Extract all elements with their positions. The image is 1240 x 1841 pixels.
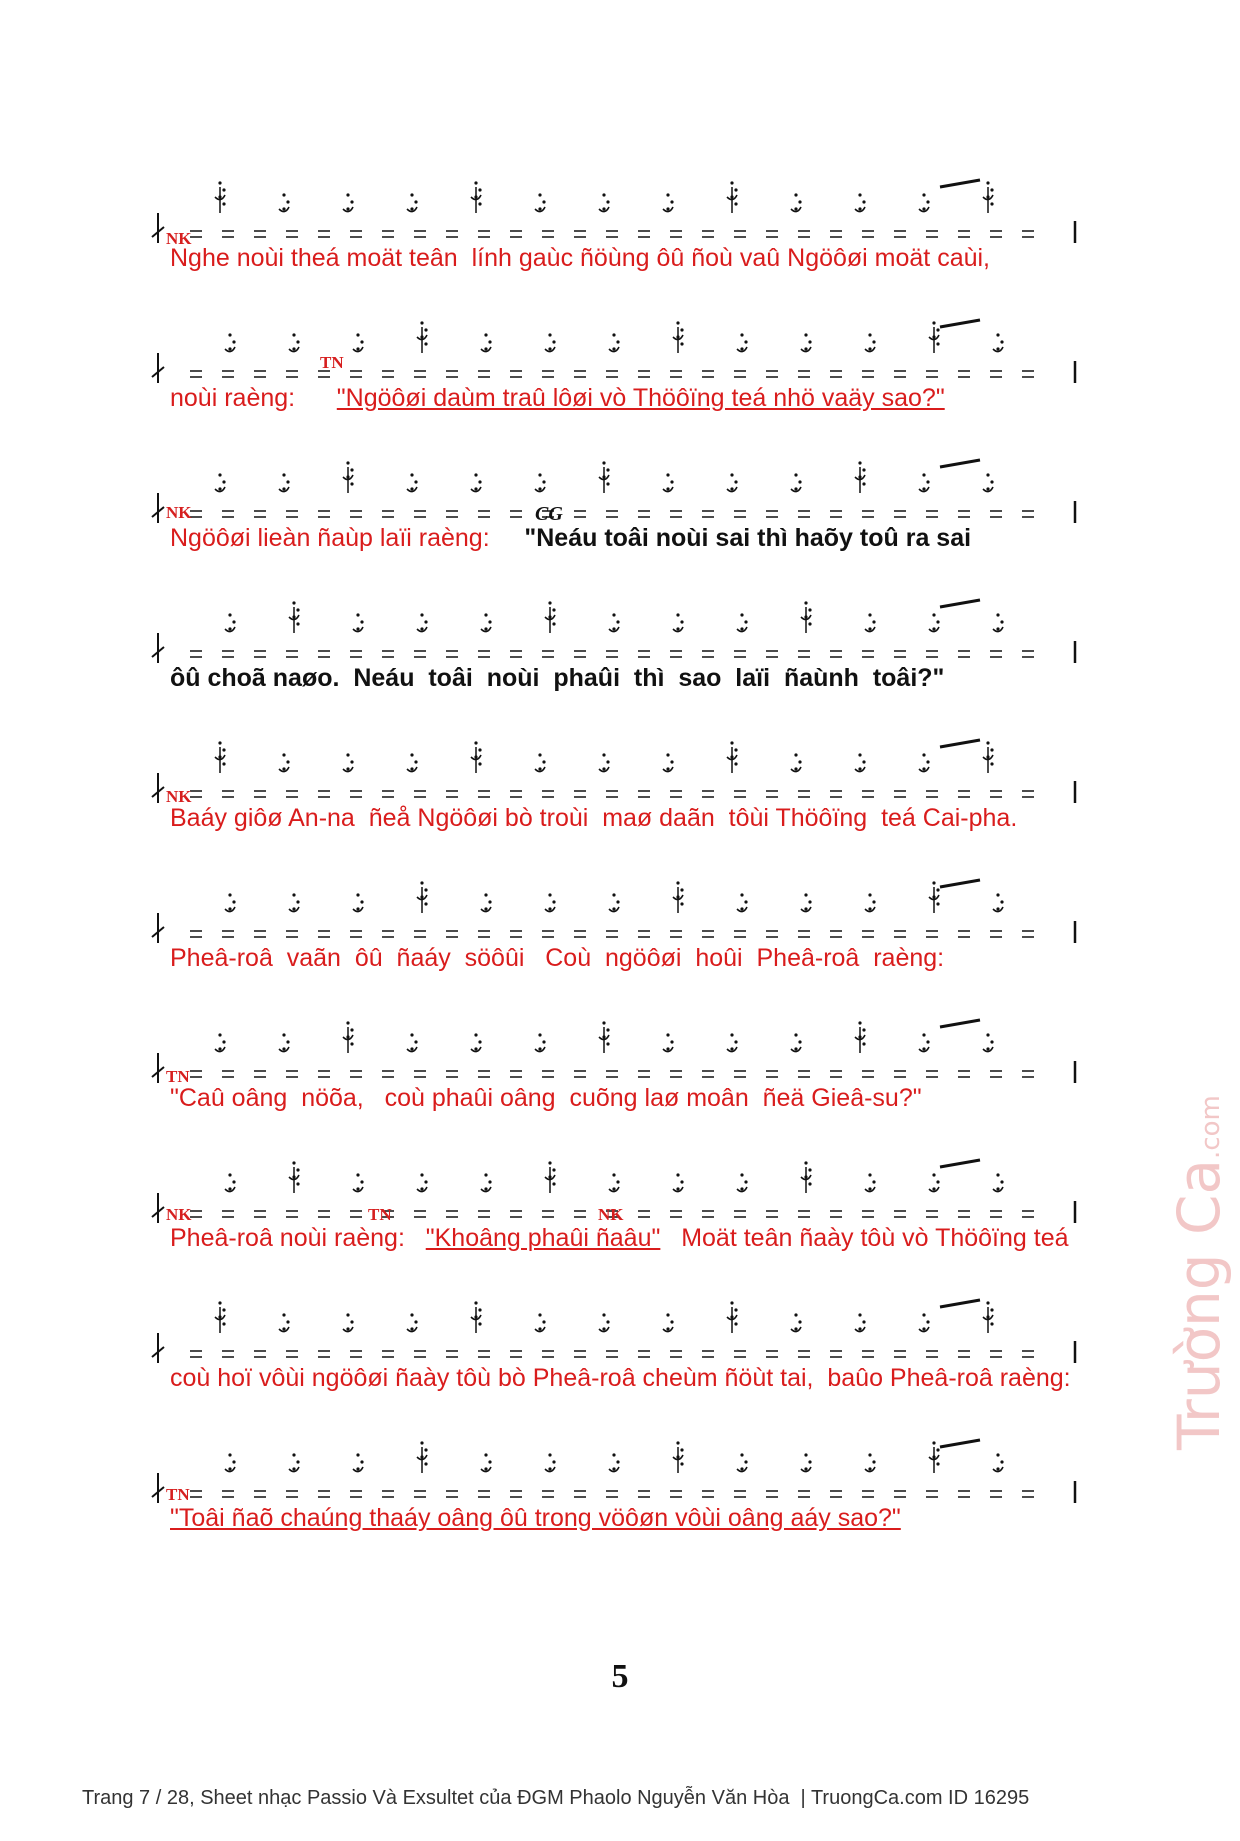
- lyric-line: [170, 524, 971, 553]
- note-mark: [801, 333, 812, 351]
- note-mark: [737, 1173, 748, 1191]
- note-mark: [801, 1453, 812, 1471]
- lyric-line: [170, 944, 944, 973]
- note-mark: [545, 893, 556, 911]
- note-mark: [407, 473, 418, 491]
- lyric-segment: "Khoâng phaûi ñaâu": [425, 1224, 661, 1252]
- note-mark: [801, 893, 812, 911]
- note-mark: [855, 1021, 866, 1053]
- lyric-segment: noùi raèng:: [170, 384, 337, 412]
- note-mark: [737, 613, 748, 631]
- note-mark: [609, 1453, 620, 1471]
- note-mark: [279, 753, 290, 771]
- note-mark: [993, 333, 1004, 351]
- note-mark: [535, 1033, 546, 1051]
- note-mark: [215, 741, 226, 773]
- note-mark: [791, 473, 802, 491]
- note-mark: [727, 1301, 738, 1333]
- staff-notation: [150, 445, 1100, 535]
- note-mark: [225, 333, 236, 351]
- staff-notation: [150, 165, 1100, 255]
- note-mark: [737, 893, 748, 911]
- note-mark: [855, 753, 866, 771]
- note-mark: [791, 193, 802, 211]
- clef-mark: [152, 913, 164, 943]
- role-label: NK: [166, 1205, 192, 1224]
- note-mark: [471, 181, 482, 213]
- note-mark: [929, 1441, 940, 1473]
- clef-mark: [152, 1053, 164, 1083]
- lyric-line: [170, 1224, 1069, 1253]
- music-system: [150, 305, 1100, 395]
- note-mark: [215, 473, 226, 491]
- watermark-logo: Trường Ca.com: [1165, 1095, 1233, 1450]
- lyric-line: [170, 384, 945, 413]
- note-mark: [481, 893, 492, 911]
- role-label: TN: [166, 1485, 190, 1504]
- note-mark: [983, 473, 994, 491]
- note-mark: [993, 613, 1004, 631]
- note-mark: [801, 1161, 812, 1193]
- note-mark: [663, 1313, 674, 1331]
- note-mark: [535, 753, 546, 771]
- staff-notation: [150, 585, 1100, 675]
- music-system: [150, 1425, 1100, 1515]
- note-mark: [535, 193, 546, 211]
- clef-mark: [152, 353, 164, 383]
- note-mark: [855, 193, 866, 211]
- note-mark: [855, 461, 866, 493]
- lyric-segment: "Toâi ñaõ chaúng thaáy oâng ôû trong vöôøn vôùi oâng aáy sao?": [170, 1504, 901, 1532]
- note-mark: [737, 333, 748, 351]
- beam-mark: [940, 880, 980, 887]
- note-mark: [673, 881, 684, 913]
- lyric-segment: Pheâ-roâ noùi raèng:: [170, 1224, 426, 1252]
- note-mark: [929, 881, 940, 913]
- role-label: CG: [535, 503, 563, 525]
- note-mark: [727, 1033, 738, 1051]
- note-mark: [673, 321, 684, 353]
- role-label: NK: [166, 787, 192, 806]
- note-mark: [353, 333, 364, 351]
- lyric-segment: Ngöôøi lieàn ñaùp laïi raèng:: [170, 524, 525, 552]
- lyric-segment: Baáy giôø An-na ñeå Ngöôøi bò troùi maø daãn tôùi Thöôïng teá Cai-pha.: [170, 804, 1018, 832]
- note-mark: [471, 1033, 482, 1051]
- note-mark: [609, 893, 620, 911]
- note-mark: [343, 193, 354, 211]
- note-mark: [599, 1313, 610, 1331]
- note-mark: [289, 893, 300, 911]
- lyric-line: [170, 1504, 901, 1533]
- note-mark: [481, 333, 492, 351]
- note-mark: [919, 1313, 930, 1331]
- note-mark: [353, 1173, 364, 1191]
- note-mark: [353, 613, 364, 631]
- note-mark: [545, 601, 556, 633]
- note-mark: [599, 193, 610, 211]
- lyric-line: [170, 664, 944, 693]
- note-mark: [343, 461, 354, 493]
- note-mark: [215, 1301, 226, 1333]
- clef-mark: [152, 1193, 164, 1223]
- lyric-segment: Nghe noùi theá moät teân lính gaùc ñöùng ôû ñoù vaû Ngöôøi moät caùi,: [170, 244, 991, 272]
- note-mark: [289, 1453, 300, 1471]
- note-mark: [225, 1173, 236, 1191]
- note-mark: [865, 1453, 876, 1471]
- note-mark: [535, 473, 546, 491]
- note-mark: [545, 1161, 556, 1193]
- lyric-line: [170, 1084, 922, 1113]
- beam-mark: [940, 1300, 980, 1307]
- note-mark: [727, 473, 738, 491]
- note-mark: [791, 753, 802, 771]
- note-mark: [865, 613, 876, 631]
- role-label: TN: [368, 1205, 392, 1224]
- note-mark: [663, 193, 674, 211]
- note-mark: [929, 1173, 940, 1191]
- staff-notation: [150, 1425, 1100, 1515]
- note-mark: [865, 333, 876, 351]
- note-mark: [407, 193, 418, 211]
- note-mark: [471, 741, 482, 773]
- note-mark: [225, 613, 236, 631]
- note-mark: [599, 1021, 610, 1053]
- clef-mark: [152, 773, 164, 803]
- note-mark: [215, 181, 226, 213]
- lyric-segment: ôû choã naøo. Neáu toâi noùi phaûi thì sao laïi ñaùnh toâi?": [170, 664, 945, 692]
- staff-notation: [150, 1145, 1100, 1235]
- beam-mark: [940, 1440, 980, 1447]
- music-system: [150, 165, 1100, 255]
- page-number: 5: [611, 1658, 629, 1695]
- note-mark: [279, 193, 290, 211]
- note-mark: [609, 333, 620, 351]
- clef-mark: [152, 1473, 164, 1503]
- note-mark: [993, 1453, 1004, 1471]
- note-mark: [545, 333, 556, 351]
- note-mark: [929, 613, 940, 631]
- music-system: [150, 585, 1100, 675]
- note-mark: [673, 1173, 684, 1191]
- role-label: NK: [598, 1205, 624, 1224]
- beam-mark: [940, 180, 980, 187]
- clef-mark: [152, 213, 164, 243]
- lyric-line: [170, 804, 1017, 833]
- note-mark: [791, 1033, 802, 1051]
- lyric-segment: "Caû oâng nöõa, coù phaûi oâng cuõng laø moân ñeä Gieâ-su?": [170, 1084, 922, 1112]
- note-mark: [481, 1453, 492, 1471]
- role-label: TN: [166, 1067, 190, 1086]
- note-mark: [215, 1033, 226, 1051]
- note-mark: [801, 601, 812, 633]
- note-mark: [225, 893, 236, 911]
- beam-mark: [940, 740, 980, 747]
- note-mark: [289, 1161, 300, 1193]
- note-mark: [417, 321, 428, 353]
- note-mark: [481, 613, 492, 631]
- note-mark: [983, 741, 994, 773]
- role-label: NK: [166, 503, 192, 522]
- note-mark: [471, 1301, 482, 1333]
- note-mark: [471, 473, 482, 491]
- note-mark: [919, 753, 930, 771]
- note-mark: [663, 753, 674, 771]
- staff-notation: [150, 305, 1100, 395]
- note-mark: [343, 753, 354, 771]
- note-mark: [407, 1033, 418, 1051]
- note-mark: [289, 333, 300, 351]
- note-mark: [983, 1033, 994, 1051]
- note-mark: [407, 1313, 418, 1331]
- clef-mark: [152, 1333, 164, 1363]
- note-mark: [609, 1173, 620, 1191]
- note-mark: [481, 1173, 492, 1191]
- note-mark: [407, 753, 418, 771]
- note-mark: [599, 753, 610, 771]
- note-mark: [855, 1313, 866, 1331]
- note-mark: [919, 473, 930, 491]
- lyric-segment: "Neáu toâi noùi sai thì haõy toû ra sai: [524, 524, 972, 552]
- clef-mark: [152, 633, 164, 663]
- note-mark: [929, 321, 940, 353]
- beam-mark: [940, 1160, 980, 1167]
- note-mark: [865, 1173, 876, 1191]
- note-mark: [545, 1453, 556, 1471]
- music-system: [150, 445, 1100, 535]
- note-mark: [599, 461, 610, 493]
- lyric-segment: "Ngöôøi daùm traû lôøi vò Thöôïng teá nhö vaäy sao?": [336, 384, 945, 412]
- role-label: NK: [166, 229, 192, 248]
- note-mark: [343, 1313, 354, 1331]
- staff-notation: [150, 725, 1100, 815]
- note-mark: [343, 1021, 354, 1053]
- note-mark: [983, 1301, 994, 1333]
- clef-mark: [152, 493, 164, 523]
- note-mark: [279, 473, 290, 491]
- note-mark: [663, 473, 674, 491]
- note-mark: [663, 1033, 674, 1051]
- role-label: TN: [320, 353, 344, 372]
- lyric-line: [170, 1364, 1071, 1393]
- note-mark: [865, 893, 876, 911]
- note-mark: [609, 613, 620, 631]
- music-system: [150, 1285, 1100, 1375]
- lyric-segment: coù hoï vôùi ngöôøi ñaày tôù bò Pheâ-roâ cheùm ñöùt tai, baûo Pheâ-roâ raèng:: [170, 1364, 1071, 1392]
- note-mark: [417, 881, 428, 913]
- beam-mark: [940, 1020, 980, 1027]
- staff-notation: [150, 1005, 1100, 1095]
- note-mark: [417, 1441, 428, 1473]
- note-mark: [673, 1441, 684, 1473]
- note-mark: [727, 181, 738, 213]
- beam-mark: [940, 600, 980, 607]
- note-mark: [993, 1173, 1004, 1191]
- beam-mark: [940, 320, 980, 327]
- note-mark: [417, 613, 428, 631]
- note-mark: [983, 181, 994, 213]
- footer-caption: Trang 7 / 28, Sheet nhạc Passio Và Exsultet của ĐGM Phaolo Nguyễn Văn Hòa | TruongCa.com ID 16295: [82, 1787, 1030, 1809]
- music-system: [150, 865, 1100, 955]
- note-mark: [353, 1453, 364, 1471]
- lyric-line: [170, 244, 990, 273]
- note-mark: [225, 1453, 236, 1471]
- beam-mark: [940, 460, 980, 467]
- music-system: [150, 1145, 1100, 1235]
- note-mark: [279, 1033, 290, 1051]
- note-mark: [919, 1033, 930, 1051]
- note-mark: [353, 893, 364, 911]
- note-mark: [993, 893, 1004, 911]
- music-system: [150, 1005, 1100, 1095]
- note-mark: [727, 741, 738, 773]
- note-mark: [417, 1173, 428, 1191]
- note-mark: [279, 1313, 290, 1331]
- music-system: [150, 725, 1100, 815]
- note-mark: [791, 1313, 802, 1331]
- lyric-segment: Pheâ-roâ vaãn ôû ñaáy söôûi Coù ngöôøi hoûi Pheâ-roâ raèng:: [170, 944, 945, 972]
- note-mark: [673, 613, 684, 631]
- note-mark: [919, 193, 930, 211]
- staff-notation: [150, 1285, 1100, 1375]
- staff-notation: [150, 865, 1100, 955]
- lyric-segment: Moät teân ñaày tôù vò Thöôïng teá: [660, 1224, 1069, 1252]
- note-mark: [737, 1453, 748, 1471]
- note-mark: [535, 1313, 546, 1331]
- note-mark: [289, 601, 300, 633]
